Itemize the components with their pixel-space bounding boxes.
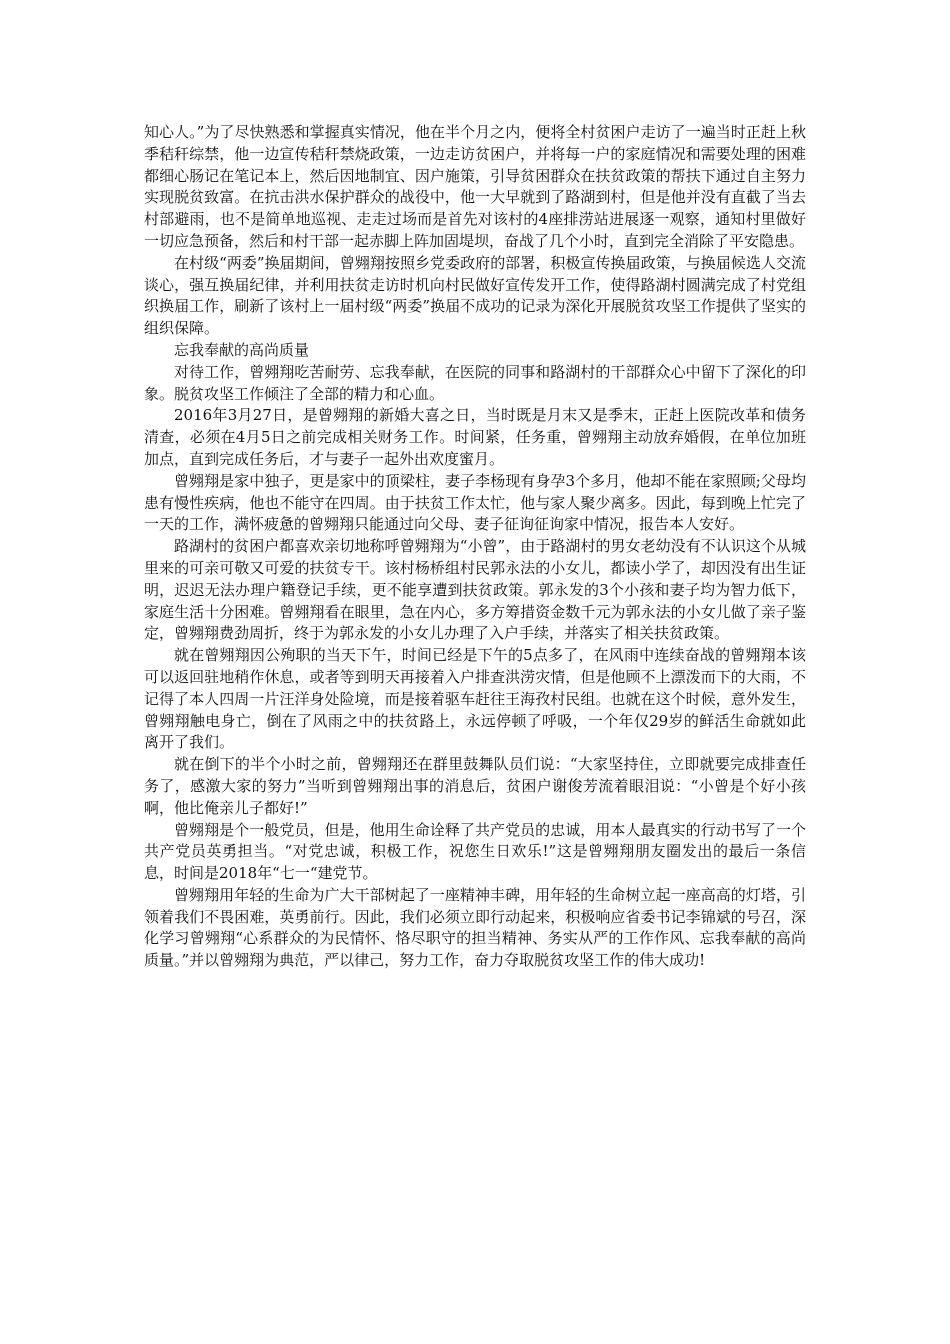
paragraph: 就在倒下的半个小时之前，曾翙翔还在群里鼓舞队员们说：“大家坚持住，立即就要完成排查任务了，感激大家的努力”当听到曾翙翔出事的消息后，贫困户谢俊芳流着眼泪说：“小曾是个好小孩啊，他比俺亲儿子都好!” [144,755,806,817]
section-heading: 忘我奉献的高尚质量 [174,340,310,359]
paragraph: 2016年3月27日，是曾翙翔的新婚大喜之日，当时既是月末又是季末，正赶上医院改革和债务清查，必须在4月5日之前完成相关财务工作。时间紧，任务重，曾翙翔主动放弃婚假，在单位加班加点，直到完成任务后，才与妻子一起外出欢度蜜月。 [144,406,806,468]
paragraph: 知心人。”为了尽快熟悉和掌握真实情况，他在半个月之内，便将全村贫困户走访了一遍当时正赶上秋季秸秆综禁，他一边宣传秸秆禁烧政策，一边走访贫困户，并将每一户的家庭情况和需要处理的困难都细心肠记在笔记本上，然后因地制宜、因户施策，引导贫困群众在扶贫政策的帮扶下通过自主努力实现脱贫致富。在抗击洪水保护群众的战役中，他一大早就到了路湖到村，但是他并没有直截了当去村部避雨，也不是简单地巡视、走走过场而是首先对该村的4座排涝站进展逐一观察，通知村里做好一切应急预备，然后和村干部一起赤脚上阵加固堤坝，奋战了几个小时，直到完全消除了平安隐患。 [144,123,806,250]
document-body [144,122,806,972]
paragraph: 曾翙翔用年轻的生命为广大干部树起了一座精神丰碑，用年轻的生命树立起一座高高的灯塔，引领着我们不畏困难，英勇前行。因此，我们必须立即行动起来，积极响应省委书记李锦斌的号召，深化学习曾翙翔“心系群众的为民情怀、恪尽职守的担当精神、务实从严的工作作风、忘我奉献的高尚质量。”并以曾翙翔为典范，严以律己，努力工作，奋力夺取脱贫攻坚工作的伟大成功! [144,885,806,970]
paragraph: 曾翙翔是个一般党员，但是，他用生命诠释了共产党员的忠诚，用本人最真实的行动书写了一个共产党员英勇担当。“对党忠诚，积极工作，祝您生日欢乐!”这是曾翙翔朋友圈发出的最后一条信息，时间是2018年“七一“建党节。 [144,820,806,883]
paragraph: 在村级“两委”换届期间，曾翙翔按照乡党委政府的部署，积极宣传换届政策，与换届候选人交流谈心，强互换届纪律，并利用扶贫走访时机向村民做好宣传发开工作，使得路湖村圆满完成了村党组织换届工作，刷新了该村上一届村级“两委”换届不成功的记录为深化开展脱贫攻坚工作提供了坚实的组织保障。 [144,253,806,338]
paragraph: 曾翙翔是家中独子，更是家中的顶梁柱，妻子李杨现有身孕3个多月，他却不能在家照顾;父母均患有慢性疾病，他也不能守在四周。由于扶贫工作太忙，他与家人聚少离多。因此，每到晚上忙完了一天的工作，满怀疲惫的曾翙翔只能通过向父母、妻子征询征询家中情况，报告本人安好。 [144,471,806,534]
paragraph: 对待工作，曾翙翔吃苦耐劳、忘我奉献，在医院的同事和路湖村的干部群众心中留下了深化的印象。脱贫攻坚工作倾注了全部的精力和心血。 [144,362,806,403]
paragraph: 路湖村的贫困户都喜欢亲切地称呼曾翙翔为“小曾”，由于路湖村的男女老幼没有不认识这个从城里来的可亲可敬又可爱的扶贫专干。该村杨桥组村民郭永法的小女儿，都读小学了，却因没有出生证明，迟迟无法办理户籍登记手续，更不能享遭到扶贫政策。郭永发的3个小孩和妻子均为智力低下，家庭生活十分困难。曾翙翔看在眼里，急在内心，多方筹措资金数千元为郭永法的小女儿做了亲子鉴定，曾翙翔费劲周折，终于为郭永发的小女儿办理了入户手续，并落实了相关扶贫政策。 [144,537,806,643]
paragraph: 就在曾翙翔因公殉职的当天下午，时间已经是下午的5点多了，在风雨中连续奋战的曾翙翔本该可以返回驻地稍作休息，或者等到明天再接着入户排查洪涝灾情，但是他顾不上漂泼而下的大雨，不记得了本人四周一片汪洋身处险境，而是接着驱车赶往王海孜村民组。也就在这个时候，意外发生，曾翙翔触电身亡，倒在了风雨之中的扶贫路上，永远停顿了呼吸，一个年仅29岁的鲜活生命就如此离开了我们。 [144,646,806,752]
